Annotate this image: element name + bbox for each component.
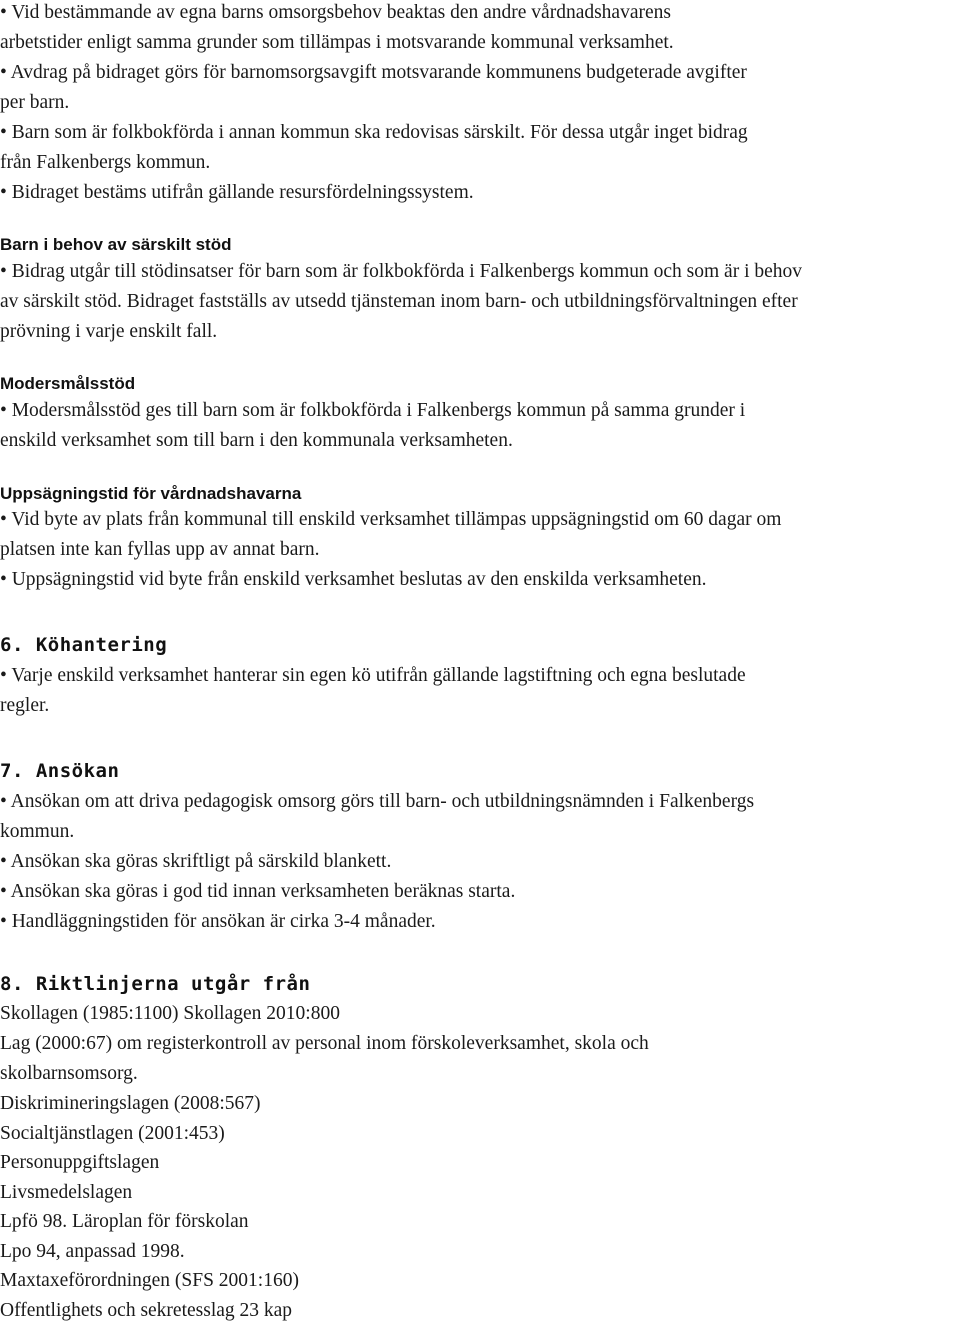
section-6-line-1: • Varje enskild verksamhet hanterar sin egen kö utifrån gällande lagstiftning och egna beslutade xyxy=(0,665,746,686)
intro-line-7: • Bidraget bestäms utifrån gällande resursfördelningssystem. xyxy=(0,182,474,203)
mother-tongue-line-2: enskild verksamhet som till barn i den kommunala verksamheten. xyxy=(0,430,513,451)
section-8-line-1: Skollagen (1985:1100) Skollagen 2010:800 xyxy=(0,1003,340,1024)
mother-tongue-line-1: • Modersmålsstöd ges till barn som är folkbokförda i Falkenbergs kommun på samma grunder i xyxy=(0,400,746,421)
section-8-heading: 8. Riktlinjerna utgår från xyxy=(0,973,311,995)
intro-line-1: • Vid bestämmande av egna barns omsorgsbehov beaktas den andre vårdnadshavarens xyxy=(0,2,671,23)
section-7-line-2: kommun. xyxy=(0,821,75,842)
special-needs-line-2: av särskilt stöd. Bidraget fastställs av utsedd tjänsteman inom barn- och utbildningsförvaltningen efter xyxy=(0,291,798,312)
section-8-line-10: Maxtaxeförordningen (SFS 2001:160) xyxy=(0,1270,299,1291)
section-6-heading: 6. Köhantering xyxy=(0,634,168,656)
special-needs-line-3: prövning i varje enskilt fall. xyxy=(0,321,218,342)
special-needs-heading: Barn i behov av särskilt stöd xyxy=(0,235,232,254)
notice-line-3: • Uppsägningstid vid byte från enskild verksamhet beslutas av den enskilda verksamheten. xyxy=(0,569,707,590)
mother-tongue-heading: Modersmålsstöd xyxy=(0,374,136,393)
intro-line-3: • Avdrag på bidraget görs för barnomsorgsavgift motsvarande kommunens budgeterade avgifter xyxy=(0,62,747,83)
section-8-line-3: skolbarnsomsorg. xyxy=(0,1063,138,1084)
section-8-line-8: Lpfö 98. Läroplan för förskolan xyxy=(0,1211,249,1232)
intro-line-6: från Falkenbergs kommun. xyxy=(0,152,211,173)
section-8-line-7: Livsmedelslagen xyxy=(0,1182,133,1203)
section-8-line-6: Personuppgiftslagen xyxy=(0,1152,160,1173)
notice-line-1: • Vid byte av plats från kommunal till enskild verksamhet tillämpas uppsägningstid om 60 dagar om xyxy=(0,509,782,530)
special-needs-line-1: • Bidrag utgår till stödinsatser för barn som är folkbokförda i Falkenbergs kommun och som är i behov xyxy=(0,261,803,282)
section-7-line-1: • Ansökan om att driva pedagogisk omsorg görs till barn- och utbildningsnämnden i Falkenbergs xyxy=(0,791,755,812)
section-8-line-2: Lag (2000:67) om registerkontroll av personal inom förskoleverksamhet, skola och xyxy=(0,1033,649,1054)
section-7-heading: 7. Ansökan xyxy=(0,760,120,782)
section-7-line-3: • Ansökan ska göras skriftligt på särskild blankett. xyxy=(0,851,392,872)
section-8-line-4: Diskrimineringslagen (2008:567) xyxy=(0,1093,261,1114)
section-6-line-2: regler. xyxy=(0,695,50,716)
section-8-line-5: Socialtjänstlagen (2001:453) xyxy=(0,1123,225,1144)
intro-line-4: per barn. xyxy=(0,92,70,113)
notice-line-2: platsen inte kan fyllas upp av annat barn. xyxy=(0,539,320,560)
section-8-line-9: Lpo 94, anpassad 1998. xyxy=(0,1241,185,1262)
section-8-line-11: Offentlighets och sekretesslag 23 kap xyxy=(0,1300,293,1321)
intro-line-5: • Barn som är folkbokförda i annan kommun ska redovisas särskilt. För dessa utgår inget bidrag xyxy=(0,122,748,143)
notice-heading: Uppsägningstid för vårdnadshavarna xyxy=(0,484,302,503)
intro-line-2: arbetstider enligt samma grunder som tillämpas i motsvarande kommunal verksamhet. xyxy=(0,32,674,53)
section-7-line-4: • Ansökan ska göras i god tid innan verksamheten beräknas starta. xyxy=(0,881,516,902)
section-7-line-5: • Handläggningstiden för ansökan är cirka 3-4 månader. xyxy=(0,911,436,932)
